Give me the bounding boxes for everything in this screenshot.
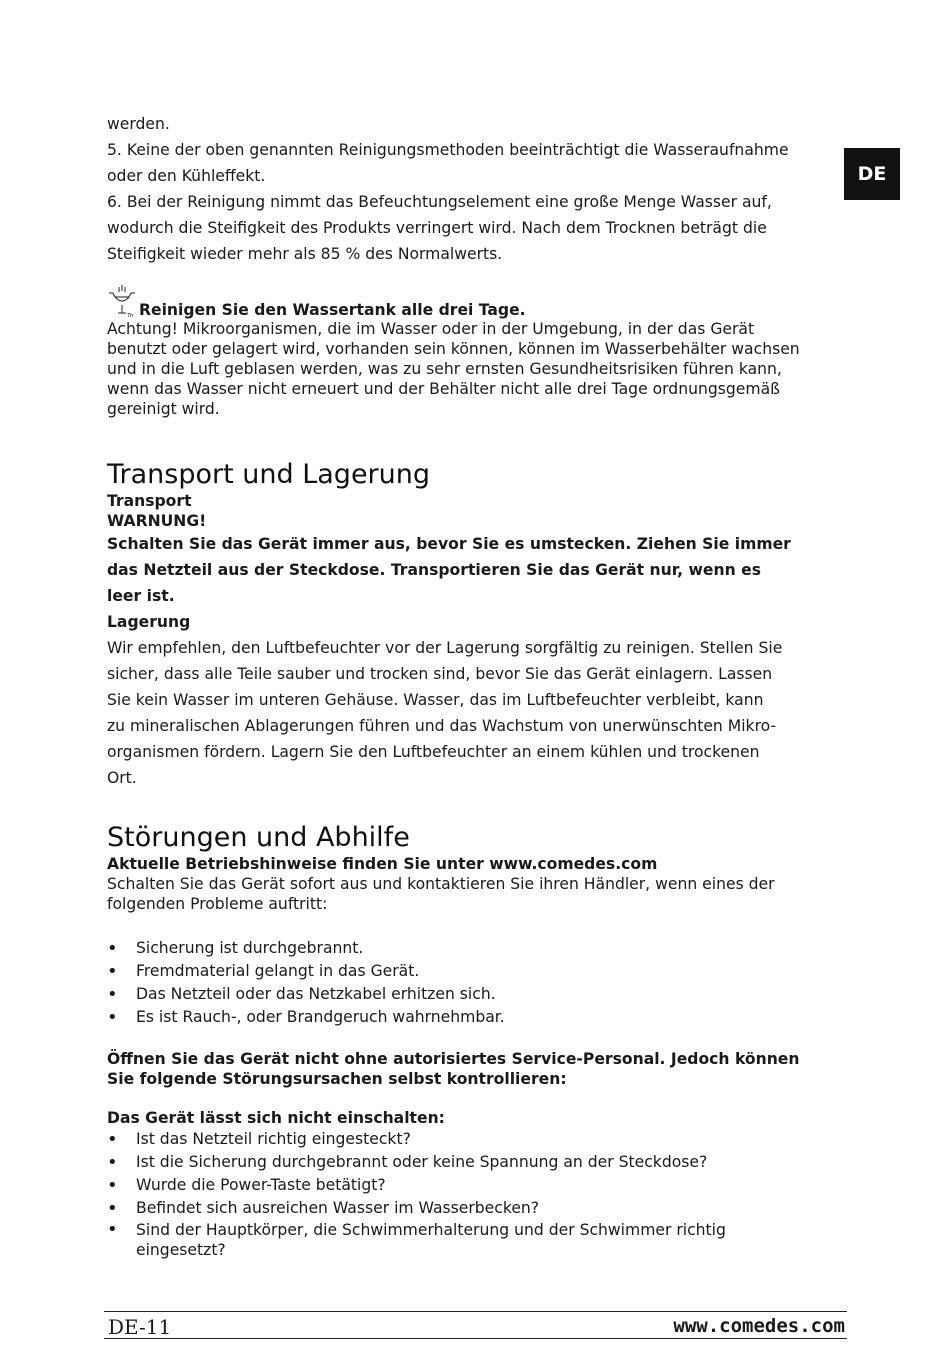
- text-line: oder den Kühleffekt.: [107, 167, 266, 185]
- text-line: Sie folgende Störungsursachen selbst kontrollieren:: [107, 1070, 567, 1088]
- problem-list: [107, 937, 799, 1029]
- list-item: • Sicherung ist durchgebrannt.: [107, 937, 799, 960]
- text-line: wenn das Wasser nicht erneuert und der Behälter nicht alle drei Tage ordnungsgemäß: [107, 380, 780, 398]
- subheading-no-power: Das Gerät lässt sich nicht einschalten:: [107, 1109, 445, 1127]
- list-item: • Es ist Rauch-, oder Brandgeruch wahrnehmbar.: [107, 1006, 799, 1029]
- check-list: [107, 1128, 799, 1260]
- subheading-transport: Transport: [107, 492, 192, 510]
- text-line: wodurch die Steifigkeit des Produkts verringert wird. Nach dem Trocknen beträgt die: [107, 219, 767, 237]
- troubleshooting-section: [107, 822, 799, 1260]
- page-number: DE-11: [108, 1315, 172, 1339]
- list-item: [107, 1220, 799, 1260]
- list-item: • Wurde die Power-Taste betätigt?: [107, 1174, 799, 1197]
- text-line: 6. Bei der Reinigung nimmt das Befeuchtungselement eine große Menge Wasser auf,: [107, 193, 772, 211]
- text-line: folgenden Probleme auftritt:: [107, 895, 328, 913]
- text-line: und in die Luft geblasen werden, was zu sehr ernsten Gesundheitsrisiken führen kann,: [107, 360, 782, 378]
- text-line: gereinigt wird.: [107, 400, 220, 418]
- svg-text:7h: 7h: [127, 313, 134, 319]
- watertank-heading: Reinigen Sie den Wassertank alle drei Tage.: [139, 301, 526, 319]
- list-item: • Befindet sich ausreichen Wasser im Wasserbecken?: [107, 1197, 799, 1220]
- text-line: eingesetzt?: [136, 1241, 226, 1259]
- section-title: Störungen und Abhilfe: [107, 822, 410, 853]
- language-tab: DE: [844, 148, 900, 200]
- hint-line: Aktuelle Betriebshinweise finden Sie unter www.comedes.com: [107, 855, 658, 873]
- text-line: sicher, dass alle Teile sauber und trocken sind, bevor Sie das Gerät einlagern. Lassen: [107, 665, 773, 683]
- list-item: • Das Netzteil oder das Netzkabel erhitzen sich.: [107, 983, 799, 1006]
- water-tank-icon: [107, 283, 137, 319]
- watertank-section: [107, 283, 800, 419]
- text-line: das Netzteil aus der Steckdose. Transportieren Sie das Gerät nur, wenn es: [107, 561, 761, 579]
- text-line: Sind der Hauptkörper, die Schwimmerhalterung und der Schwimmer richtig: [136, 1221, 726, 1239]
- list-item: • Fremdmaterial gelangt in das Gerät.: [107, 960, 799, 983]
- warning-label: WARNUNG!: [107, 512, 207, 530]
- footer-url: www.comedes.com: [673, 1315, 845, 1337]
- text-line: Wir empfehlen, den Luftbefeuchter vor der Lagerung sorgfältig zu reinigen. Stellen Sie: [107, 639, 783, 657]
- section-title: Transport und Lagerung: [107, 459, 431, 490]
- list-item: • Ist das Netzteil richtig eingesteckt?: [107, 1128, 799, 1151]
- text-line: werden.: [107, 115, 170, 133]
- text-line: Schalten Sie das Gerät immer aus, bevor Sie es umstecken. Ziehen Sie immer: [107, 535, 791, 553]
- text-line: Öffnen Sie das Gerät nicht ohne autorisiertes Service-Personal. Jedoch können: [107, 1050, 800, 1068]
- text-line: zu mineralischen Ablagerungen führen und das Wachstum von unerwünschten Mikro-: [107, 717, 777, 735]
- footer-rule-bottom: [104, 1338, 847, 1339]
- text-line: benutzt oder gelagert wird, vorhanden sein können, können im Wasserbehälter wachsen: [107, 340, 800, 358]
- text-line: Ort.: [107, 769, 137, 787]
- text-line: Achtung! Mikroorganismen, die im Wasser oder in der Umgebung, in der das Gerät: [107, 320, 755, 338]
- subheading-storage: Lagerung: [107, 613, 191, 631]
- footer-rule-top: [104, 1311, 847, 1312]
- list-item: • Ist die Sicherung durchgebrannt oder keine Spannung an der Steckdose?: [107, 1151, 799, 1174]
- text-line: Schalten Sie das Gerät sofort aus und kontaktieren Sie ihren Händler, wenn eines der: [107, 875, 775, 893]
- text-line: 5. Keine der oben genannten Reinigungsmethoden beeinträchtigt die Wasseraufnahme: [107, 141, 789, 159]
- text-line: Steifigkeit wieder mehr als 85 % des Normalwerts.: [107, 245, 503, 263]
- text-line: leer ist.: [107, 587, 175, 605]
- text-line: organismen fördern. Lagern Sie den Luftbefeuchter an einem kühlen und trockenen: [107, 743, 760, 761]
- transport-section: [107, 459, 791, 791]
- cleaning-section: [107, 111, 789, 267]
- text-line: Sie kein Wasser im unteren Gehäuse. Wasser, das im Luftbefeuchter verbleibt, kann: [107, 691, 764, 709]
